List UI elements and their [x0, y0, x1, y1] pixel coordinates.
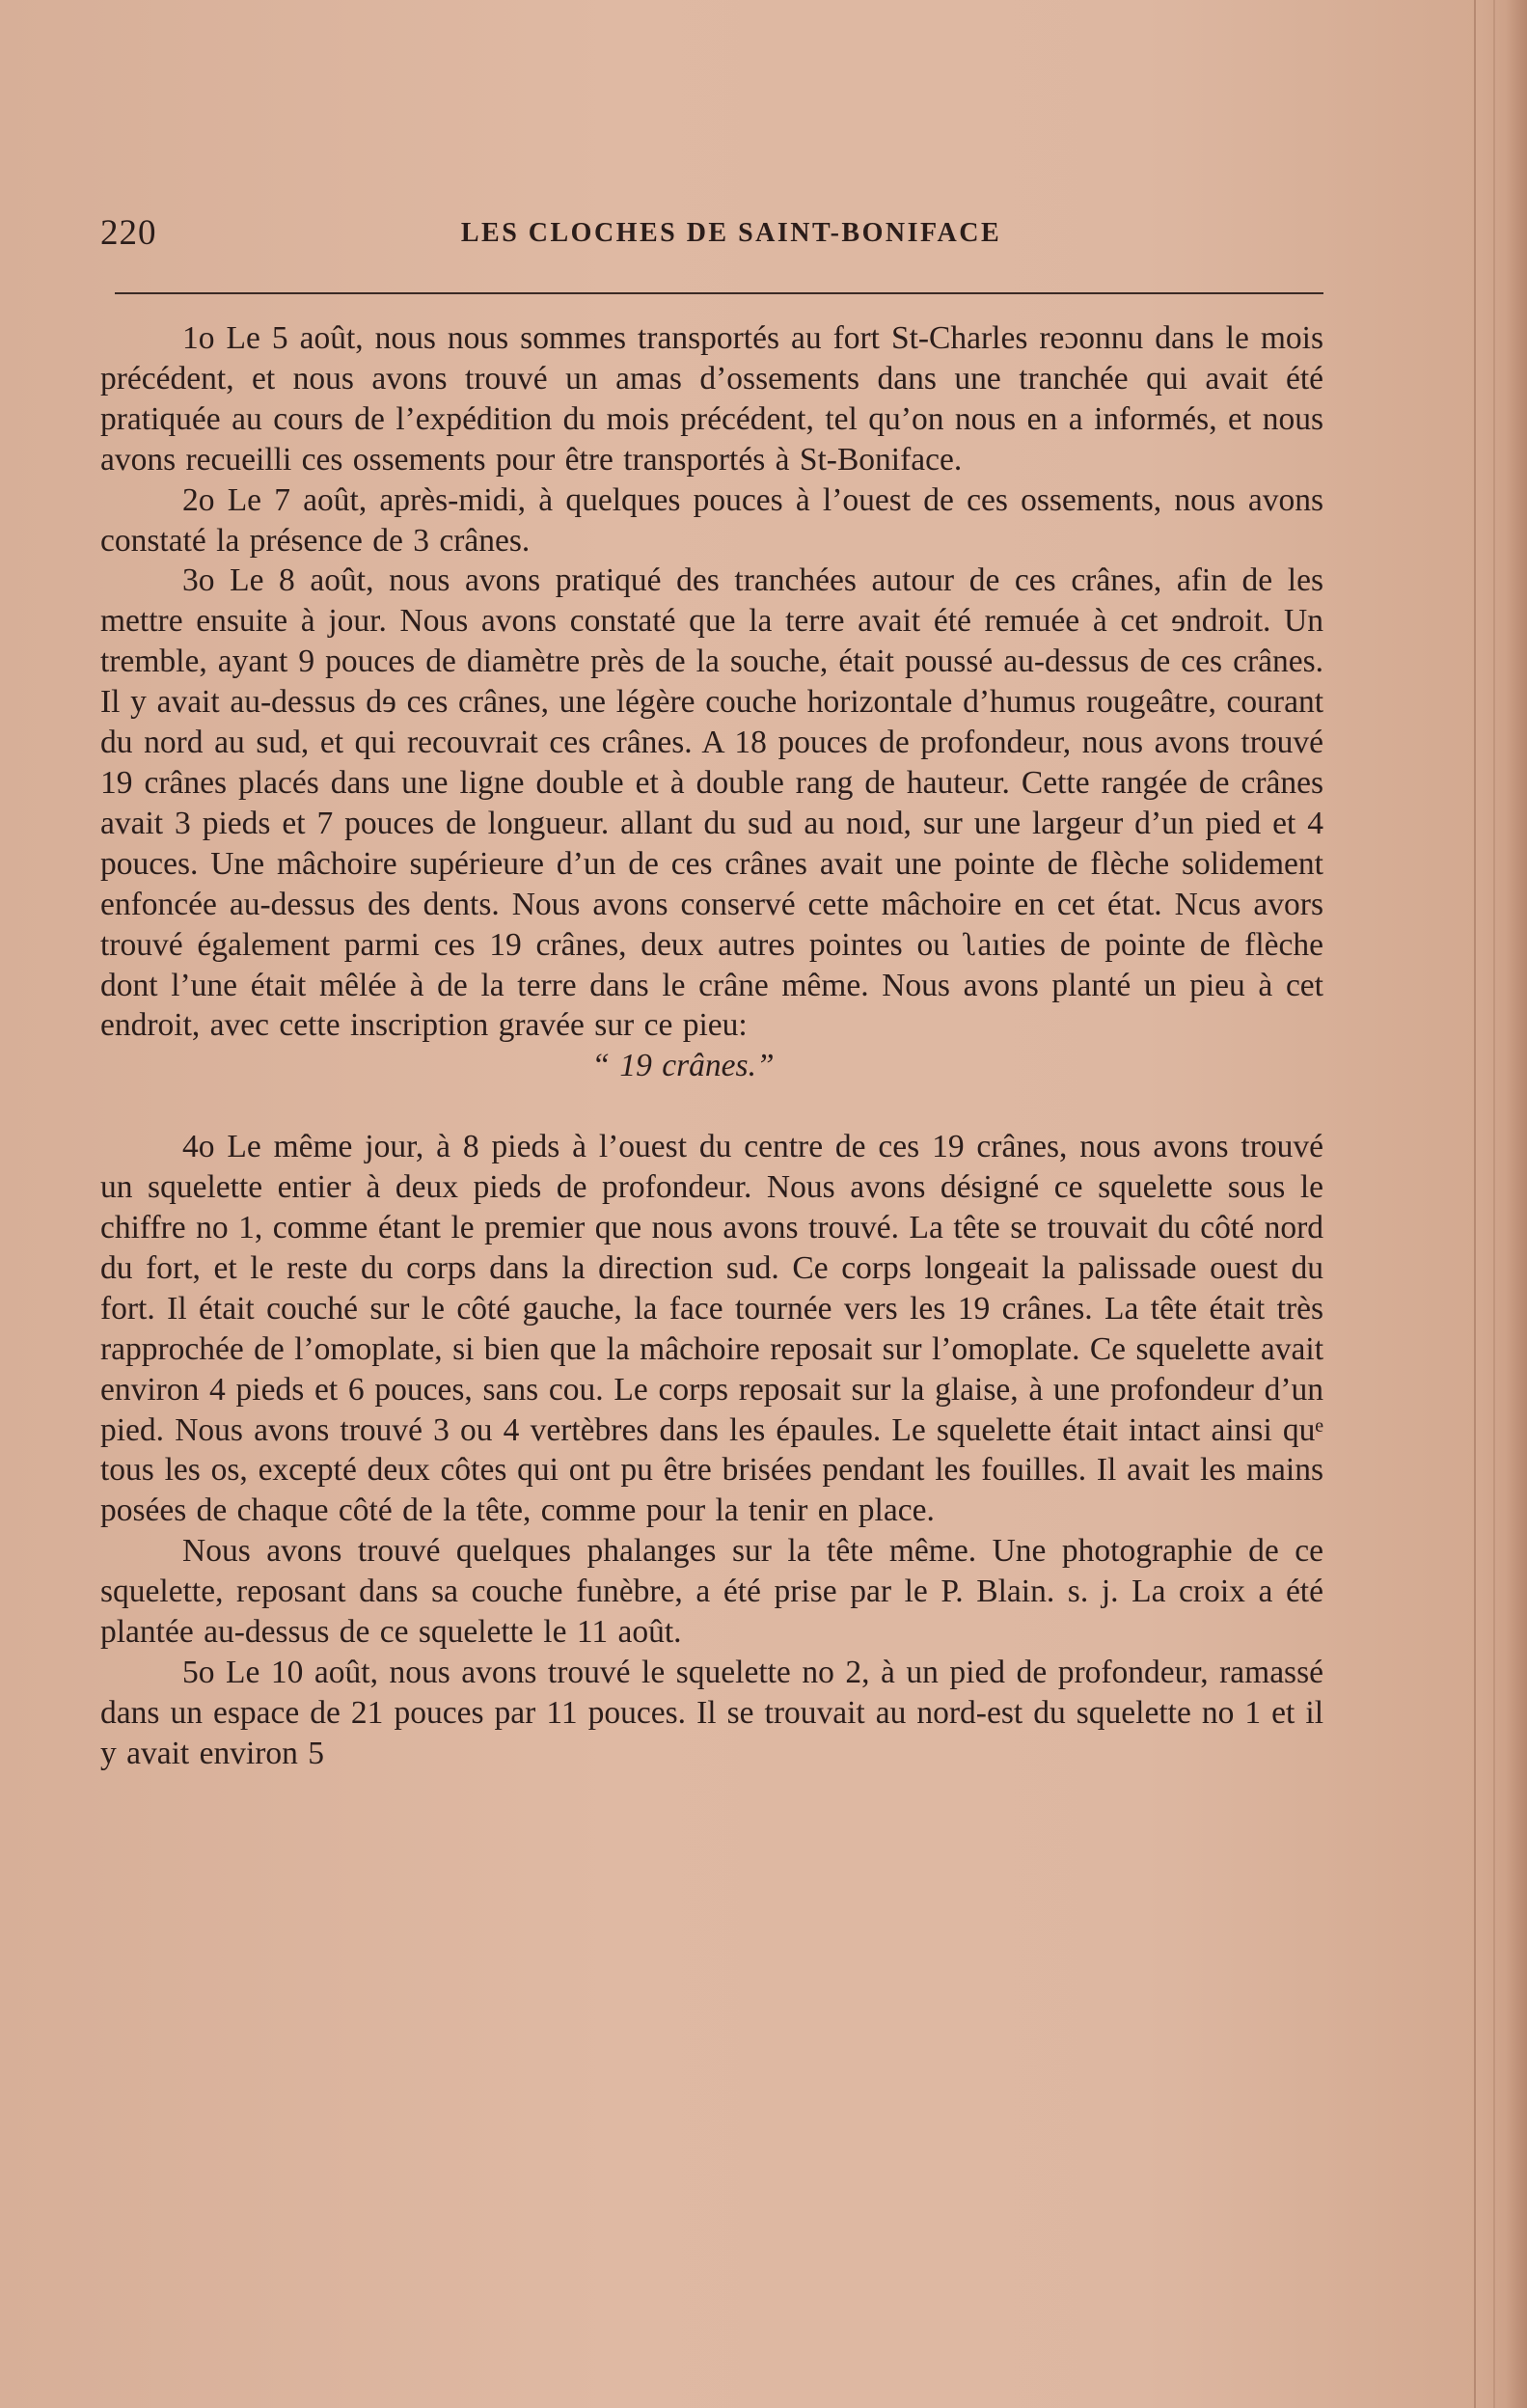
- page-header: [100, 212, 1323, 259]
- page-edge-shadow: [1506, 0, 1527, 2408]
- inscription: “ 19 crânes.”: [591, 1048, 775, 1084]
- paragraph: 1o Le 5 août, nous nous sommes transportés au fort St-Charles reɔonnu dans le mois précédent, et nous avons trouvé un amas d’ossements dans une tranchée qui avait été pratiquée au cours de l’expédition du mois précédent, tel qu’on nous en a informés, et nous avons recueilli ces ossements pour être transportés à St-Boniface.: [100, 320, 1323, 478]
- paragraph: 2o Le 7 août, après-midi, à quelques pouces à l’ouest de ces ossements, nous avons constaté la présence de 3 crânes.: [100, 481, 1323, 559]
- paragraph: 5o Le 10 août, nous avons trouvé le squelette no 2, à un pied de profondeur, ramassé dans un espace de 21 pouces par 11 pouces. Il se trouvait au nord-est du squelette no 1 et il y avait environ 5: [100, 1655, 1323, 1771]
- paragraph: 3o Le 8 août, nous avons pratiqué des tranchées autour de ces crânes, afin de les mettre ensuite à jour. Nous avons constaté que la terre avait été remuée à cet ɘndroit. Un tremble, ayant 9 pouces de diamètre près de la souche, était poussé au-dessus de ces crânes. Il y avait au-dessus dɘ ces crânes, une légère couche horizontale d’humus rougeâtre, courant du nord au sud, et qui recouvrait ces crânes. A 18 pouces de profondeur, nous avons trouvé 19 crânes placés dans une ligne double et à double rang de hauteur. Cette rangée de crânes avait 3 pieds et 7 pouces de longueur. allant du sud au noıd, sur une largeur d’un pied et 4 pouces. Une mâchoire supérieure d’un de ces crânes avait une pointe de flèche solidement enfoncée au-dessus des dents. Nous avons conservé cette mâchoire en cet état. Ncus avors trouvé également parmi ces 19 crânes, deux autres pointes ou ʅaıties de pointe de flèche dont l’une était mêlée à de la terre dans le crâne même. Nous avons planté un pieu à cet endroit, avec cette inscription gravée sur ce pieu:: [100, 562, 1323, 1044]
- running-title: LES CLOCHES DE SAINT-BONIFACE: [460, 218, 1002, 248]
- body-text: [100, 318, 1323, 1774]
- paragraph: 4o Le même jour, à 8 pieds à l’ouest du centre de ces 19 crânes, nous avons trouvé un squelette entier à deux pieds de profondeur. Nous avons désigné ce squelette sous le chiffre no 1, comme étant le premier que nous avons trouvé. La tête se trouvait du côté nord du fort, et le reste du corps dans la direction sud. Ce corps longeait la palissade ouest du fort. Il était couché sur le côté gauche, la face tournée vers les 19 crânes. La tête était très rapprochée de l’omoplate, si bien que la mâchoire reposait sur l’omoplate. Ce squelette avait environ 4 pieds et 6 pouces, sans cou. Le corps reposait sur la glaise, à une profondeur d’un pied. Nous avons trouvé 3 ou 4 vertèbres dans les épaules. Le squelette était intact ainsi quᵉ tous les os, excepté deux côtes qui ont pu être brisées pendant les fouilles. Il avait les mains posées de chaque côté de la tête, comme pour la tenir en place.: [100, 1129, 1323, 1529]
- page-number: 220: [100, 213, 157, 253]
- page-edge-line: [1493, 0, 1495, 2408]
- paragraph: Nous avons trouvé quelques phalanges sur la tête même. Une photographie de ce squelette, reposant dans sa couche funèbre, a été prise par le P. Blain. s. j. La croix a été plantée au-dessus de ce squelette le 11 août.: [100, 1533, 1323, 1651]
- header-rule: [115, 292, 1323, 294]
- page-edge-line: [1474, 0, 1476, 2408]
